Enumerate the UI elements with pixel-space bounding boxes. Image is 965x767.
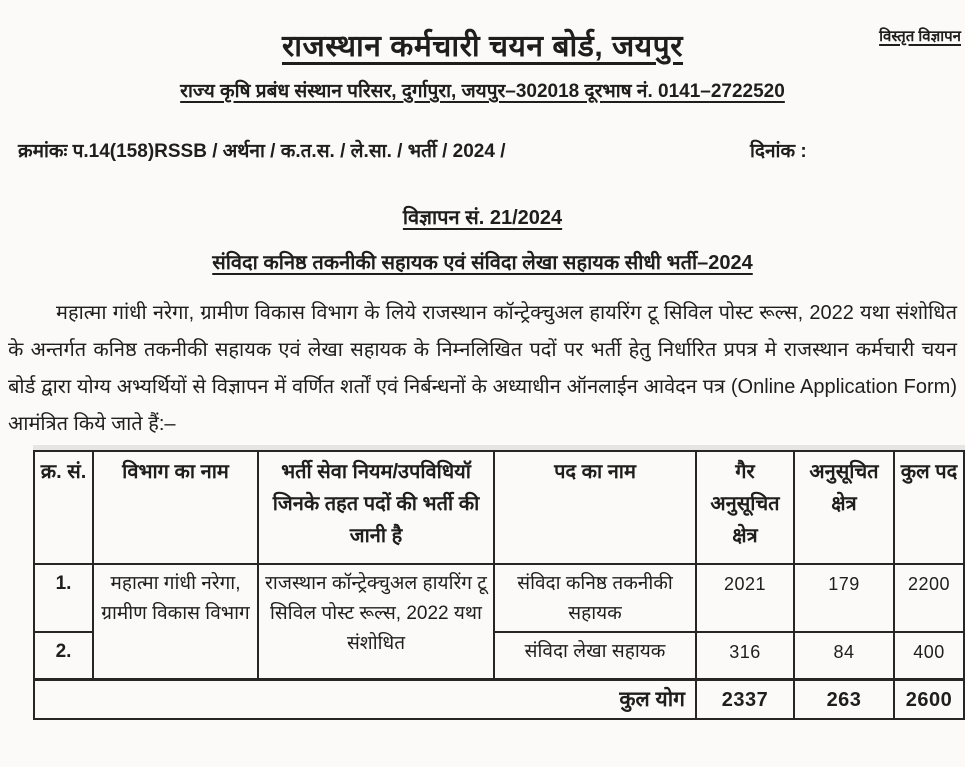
- reference-row: [18, 137, 965, 163]
- table-header-row: [34, 451, 964, 564]
- total-scheduled-cell: 263: [794, 679, 894, 719]
- non-scheduled-count-cell: 316: [696, 632, 794, 679]
- grand-total-cell: 2600: [894, 679, 964, 719]
- total-row: [34, 679, 964, 719]
- serial-number-cell: 1.: [34, 564, 93, 632]
- org-title: [0, 24, 965, 65]
- rules-cell: राजस्थान कॉन्ट्रेक्चुअल हायरिंग टू सिविल पोस्ट रूल्स, 2022 यथा संशोधित: [258, 564, 494, 679]
- scheduled-count-cell: 179: [794, 564, 894, 632]
- header-serial-number: क्र. सं.: [34, 451, 93, 564]
- department-cell: महात्मा गांधी नरेगा, ग्रामीण विकास विभाग: [93, 564, 258, 679]
- scheduled-count-cell: 84: [794, 632, 894, 679]
- header-scheduled-area: अनुसूचित क्षेत्र: [794, 451, 894, 564]
- org-address: [0, 77, 965, 103]
- total-non-scheduled-cell: 2337: [696, 679, 794, 719]
- header-total-posts: कुल पद: [894, 451, 964, 564]
- header-post-name: पद का नाम: [494, 451, 696, 564]
- reference-number: क्रमांकः प.14(158)RSSB / अर्थना / क.त.स. / ले.सा. / भर्ती / 2024 /: [18, 141, 506, 162]
- vacancy-table: [33, 450, 965, 720]
- post-name-cell: संविदा कनिष्ठ तकनीकी सहायक: [494, 564, 696, 632]
- scanned-notice-page: [0, 24, 965, 767]
- advertisement-title: [0, 248, 965, 275]
- total-count-cell: 400: [894, 632, 964, 679]
- post-name-cell: संविदा लेखा सहायक: [494, 632, 696, 679]
- org-address-text: राज्य कृषि प्रबंध संस्थान परिसर, दुर्गापुरा, जयपुर–302018 दूरभाष नं. 0141–2722520: [180, 81, 785, 102]
- serial-number-cell: 2.: [34, 632, 93, 679]
- advertisement-number-text: विज्ञापन सं. 21/2024: [402, 207, 563, 229]
- header-department-name: विभाग का नाम: [93, 451, 258, 564]
- total-count-cell: 2200: [894, 564, 964, 632]
- non-scheduled-count-cell: 2021: [696, 564, 794, 632]
- advertisement-title-text: संविदा कनिष्ठ तकनीकी सहायक एवं संविदा लेखा सहायक सीधी भर्ती–2024: [212, 252, 753, 274]
- corner-note: विस्तृत विज्ञापन: [879, 28, 961, 45]
- header-non-scheduled-area: गैर अनुसूचित क्षेत्र: [696, 451, 794, 564]
- table-row: [34, 564, 964, 632]
- header-recruitment-rules: भर्ती सेवा नियम/उपविधियॉ जिनके तहत पदों की भर्ती की जानी है: [258, 451, 494, 564]
- advertisement-number: [0, 203, 965, 230]
- date-label: दिनांक :: [750, 141, 807, 162]
- total-label-cell: कुल योग: [34, 679, 696, 719]
- org-title-text: राजस्थान कर्मचारी चयन बोर्ड, जयपुर: [282, 30, 683, 63]
- intro-paragraph: महात्मा गांधी नरेगा, ग्रामीण विकास विभाग के लिये राजस्थान कॉन्ट्रेक्चुअल हायरिंग टू सिविल पोस्ट रूल्स, 2022 यथा संशोधित के अन्तर्गत कनिष्ठ तकनीकी सहायक एवं लेखा सहायक के निम्नलिखित पदों पर भर्ती हेतु निर्धारित प्रपत्र मे राजस्थान कर्मचारी चयन बोर्ड द्वारा योग्य अभ्यर्थियों से विज्ञापन में वर्णित शर्तों एवं निर्बन्धनों के अध्याधीन ऑनलाईन आवेदन पत्र (Online Application Form) आमंत्रित किये जाते हैं:–: [8, 302, 957, 435]
